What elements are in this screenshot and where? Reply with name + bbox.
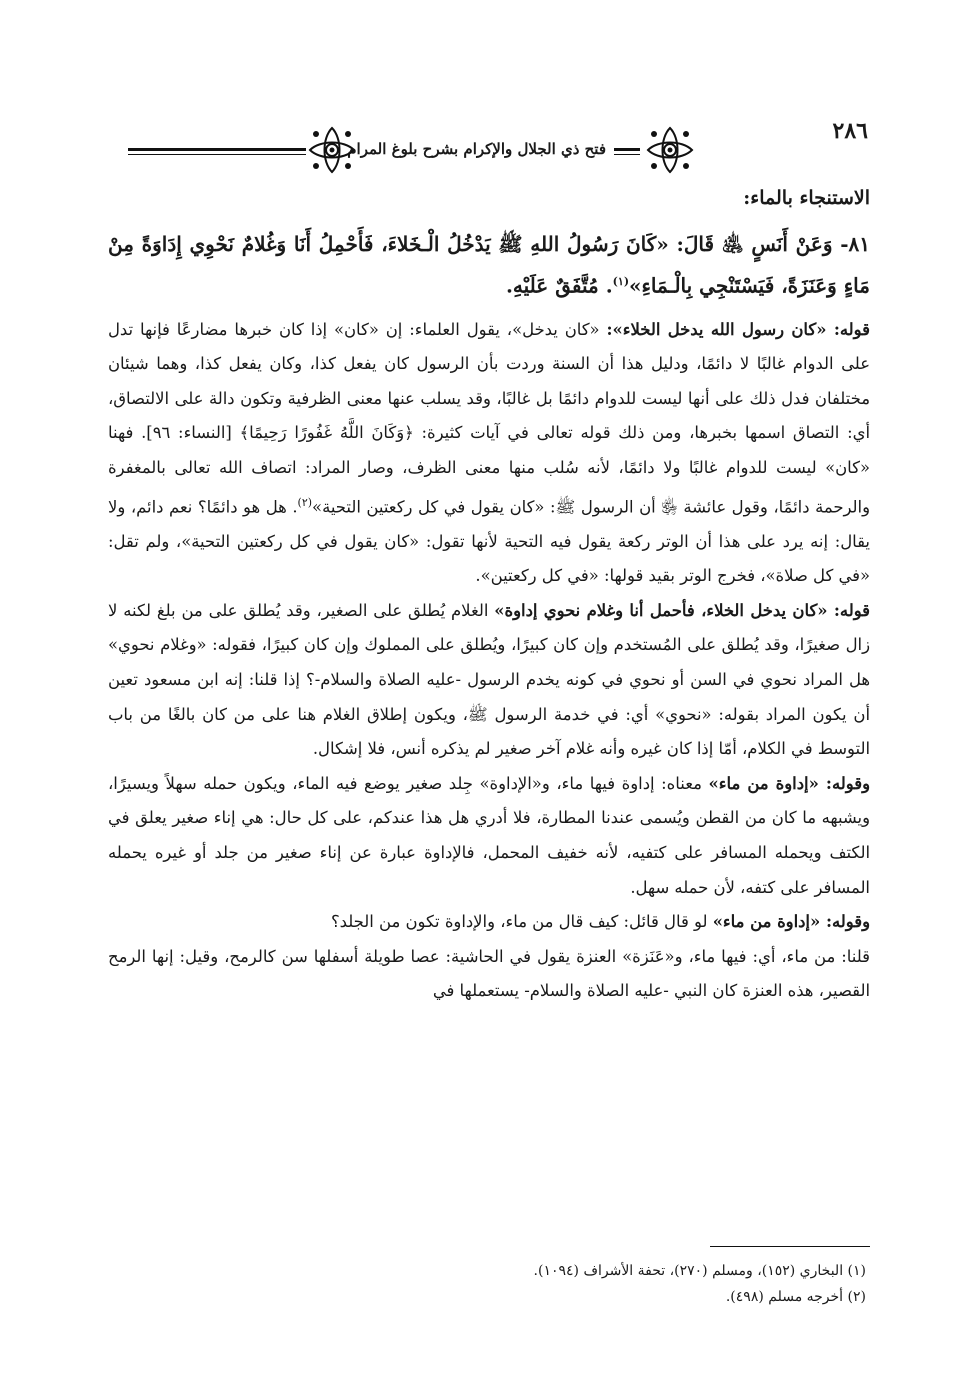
header-rule-right-thin [614,154,640,155]
header-rule-left-thin [128,154,306,155]
page-number: ٢٨٦ [832,118,868,144]
paragraph-text: قلنا: من ماء، أي: فيها ماء، و«عَنَزة» العنزة يقول في الحاشية: عصا طويلة أسفلها سن كالرمح، وقيل: إنها الرمح القصير، هذه العنزة كان النبي -عليه الصلاة والسلام- يستعملها في [108,946,870,1001]
hadith-source: . مُتَّفَقٌ عَلَيْهِ. [505,273,613,298]
footnote-divider [710,1246,870,1247]
footnotes [166,1258,866,1310]
footnote: (٢) أخرجه مسلم (٤٩٨). [725,1289,866,1305]
paragraph-text: الغلام يُطلق على الصغير، وقد يُطلق على من بلغ لكنه لا زال صغيرًا، وقد يُطلق على المُستخدم وإن كان كبيرًا، ويُطلق على المملوك وإن كان كبيرًا، فقوله: «وغلام نحوي» هل المراد نحوي في السن أو نحوي في كونه يخدم الرسول -عليه الصلاة والسلام-؟ إذا قلنا: إنه ابن مسعود تعين أن يكون المراد بقوله: «نحوي» أي: في خدمة الرسول ﷺ، ويكون إطلاق الغلام هنا على من كان بالغًا من باب التوسط في الكلام، أمّا إذا كان غيره وأنه غلام آخر صغير لم يذكره أنس، فلا إشكال. [108,600,870,759]
ornament-icon [306,124,358,176]
hadith-body: ٨١- وَعَنْ أَنَسٍ ﵁ قَالَ: «كَانَ رَسُولُ اللهِ ﷺ يَدْخُلُ الْـخَلاءَ، فَأَحْمِلُ أَنَا وَغُلامٌ نَحْوِي إِدَاوَةً مِنْ مَاءٍ وَعَنَزَةً، فَيَسْتَنْجِي بِالْـمَاءِ» [108,232,870,298]
commentary-paragraph [108,767,870,905]
header-rule-left [128,148,306,151]
quoted-lead: قوله: «كان رسول الله يدخل الخلاء»: [606,319,870,339]
footnote-ref: (٢) [297,495,313,509]
paragraph-text: لو قال قائل: كيف قال من ماء، والإداوة تكون من الجلد؟ [330,912,713,932]
paragraph-text: معناه: إداوة فيها ماء، و«الإداوة» جِلد صغير يوضع فيه الماء، ويكون حمله سهلاً ويسيرًا، ويشبهه ما كان من القطن ويُسمى عندنا المطارة، فلا أدري هل هذا عندكم، على كل حال: هي إناء صغير يعلق في الكتف ويحمله المسافر على كتفيه، لأنه خفيف المحمل، فالإداوة عبارة عن إناء صغير من جلد أو غيره يحمله المسافر على كتفه، لأن حمله سهل. [108,773,870,897]
quoted-lead: وقوله: «إداوة من ماء» [712,912,870,932]
quoted-lead: وقوله: «إداوة من ماء» [708,773,870,793]
footnote-ref: (١) [612,275,630,288]
page-header [128,118,868,178]
page-body [108,180,870,1009]
ornament-icon [644,124,696,176]
section-title: الاستنجاء بالماء: [743,187,870,209]
quoted-lead: قوله: «كان يدخل الخلاء، فأحمل أنا وغلام نحوي إداوة» [494,600,870,620]
hadith-text [108,226,870,305]
commentary-paragraph [108,313,870,594]
commentary-paragraph [108,905,870,940]
commentary-paragraph [108,940,870,1009]
header-rule-right [614,148,640,151]
commentary-paragraph [108,594,870,767]
footnote: (١) البخاري (١٥٢)، ومسلم (٢٧٠)، تحفة الأشراف (١٠٩٤). [533,1263,866,1279]
paragraph-text: «كان يدخل»، يقول العلماء: إن «كان» إذا كان خبرها مضارعًا فإنها تدل على الدوام غالبًا لا دائمًا، ودليل هذا أن السنة وردت بأن الرسول كان يفعل كذا، وكان يفعل كذا، وهما شيئان مختلفان فدل ذلك على أنها ليست للدوام دائمًا بل غالبًا، وقد يسلب عنها معنى الظرفية وتكون دالة على الالتصاق، أي: التصاق اسمها بخبرها، ومن ذلك قوله تعالى في آيات كثيرة: ﴿وَكَانَ اللَّهُ غَفُورًا رَحِيمًا﴾ [النساء: ٩٦]. فهنا «كان» ليست للدوام غالبًا ولا دائمًا، لأنه سُلب منها معنى الظرف، وصار المراد: اتصاف الله تعالى بالمغفرة والرحمة دائمًا، وقول عائشة ﵂ أن الرسول ﷺ: «كان يقول في كل ركعتين التحية» [108,319,870,517]
paragraph-text: . هل هو دائمًا؟ نعم دائم، ولا يقال: إنه يرد على هذا أن الوتر ركعة يقول فيه التحية لأنها تقول: «كان يقول في كل ركعتين التحية»، ولم تقل: «في كل صلاة»، فخرج الوتر بقيد قولها: «في كل ركعتين». [108,497,870,586]
running-title: فتح ذي الجلال والإكرام بشرح بلوغ المرام [347,140,606,158]
